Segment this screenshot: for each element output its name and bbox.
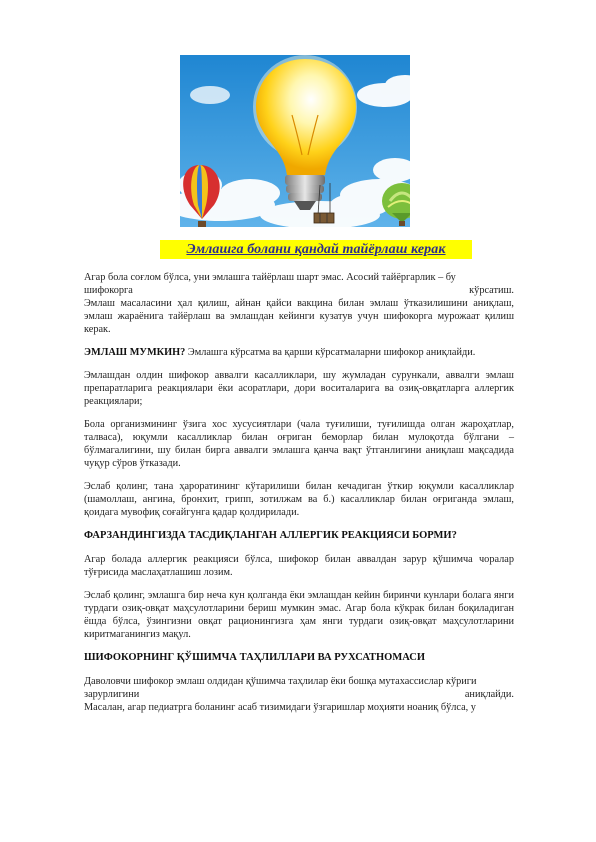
intro-rest: Эмлаш масаласини ҳал қилиш, айнан қайси вакцина билан эмлаш ўтказилишини аниқлаш, эмлаш жараёнига тайёрлаш ва эмлашдан кейинги кузатув учун шифокорга мурожаат қилиш керак. xyxy=(84,298,514,335)
intro-line-2b: кўрсатиш. xyxy=(469,285,514,296)
intro-line-2a: шифокорга xyxy=(84,285,133,296)
tests-line-2b: аниқлайди. xyxy=(464,689,514,700)
illustration-svg xyxy=(180,55,410,227)
intro-line-1: Агар бола соғлом бўлса, уни эмлашга тайёрлаш шарт эмас. Асосий тайёргарлик – бу xyxy=(84,272,456,283)
lead-text: Эмлашга кўрсатма ва қарши кўрсатмаларни шифокор аниқлайди. xyxy=(185,347,476,358)
heading-doctor-tests: ШИФОКОРНИНГ ҚЎШИМЧА ТАҲЛИЛЛАРИ ВА РУХСАТНОМАСИ xyxy=(84,652,426,663)
paragraph-new-food: Эслаб қолинг, эмлашга бир неча кун қолганда ёки эмлашдан кейин биринчи кунлари болага янги турдаги озиқ-овқат маҳсулотларини бериш мумкин эмас. Агар бола кўкрак билан боқиладиган ёшда бўлса, ўзингизни овқат рационингизга ҳам янги турдаги озиқ-овқат маҳсулотларини киритмаганингиз мақул. xyxy=(84,590,514,640)
tests-line-2a: зарурлигини xyxy=(84,689,140,700)
lead-can-vaccinate: ЭМЛАШ МУМКИН? xyxy=(84,347,186,358)
paragraph-doctor-tests xyxy=(84,675,514,714)
paragraph-remember-fever: Эслаб қолинг, тана ҳароратининг кўтарилиши билан кечадиган ўткир юқумли касалликлар (шамоллаш, ангина, бронхит, грипп, зотилжам ва б.) касалликлар билан оғриганда эмлаш, қоидага мувофиқ соғайгунга қадар қолдирилади. xyxy=(84,481,514,518)
intro-line-2 xyxy=(84,284,514,297)
tests-line-1: Даволовчи шифокор эмлаш олдидан қўшимча таҳлилар ёки бошқа мутахассислар кўриги xyxy=(84,676,477,687)
article-body xyxy=(84,271,514,714)
paragraph-can-vaccinate xyxy=(84,346,514,359)
paragraph-history: Эмлашдан олдин шифокор аввалги касалликлари, шу жумладан сурункали, аввалги эмлаш препаратларига реакциялари ёки асоратлари, дори воситаларига ва озиқ-овқатларга аллергик реакциялари; xyxy=(84,370,514,407)
lightbulb-balloons-illustration xyxy=(180,55,410,227)
tests-line-2 xyxy=(84,688,514,701)
tests-line-3: Масалан, агар педиатрга боланинг асаб тизимидаги ўзгаришлар моҳияти ноаниқ бўлса, у xyxy=(84,702,476,713)
paragraph-allergy: Агар болада аллергик реакцияси бўлса, шифокор билан аввалдан зарур қўшимча чоралар тўғрисида маслаҳатлашиш лозим. xyxy=(84,554,514,578)
paragraph-features: Бола организмининг ўзига хос хусусиятлари (чала туғилиши, туғилишда олган жароҳатлар, талваса), юқумли касалликлар билан оғриган беморлар билан мулоқотда бўлгани – бўлмагалигини, шу билан бирга аввалги эмлашга қанча вақт ўтганлигини аниқлаш мақсадида чуқур сўров ўтказади. xyxy=(84,419,514,469)
title-banner xyxy=(160,240,472,259)
page-title: Эмлашга болани қандай тайёрлаш керак xyxy=(186,241,446,257)
paragraph-intro xyxy=(84,271,514,336)
heading-allergy: ФАРЗАНДИНГИЗДА ТАСДИҚЛАНГАН АЛЛЕРГИК РЕАКЦИЯСИ БОРМИ? xyxy=(84,530,457,541)
